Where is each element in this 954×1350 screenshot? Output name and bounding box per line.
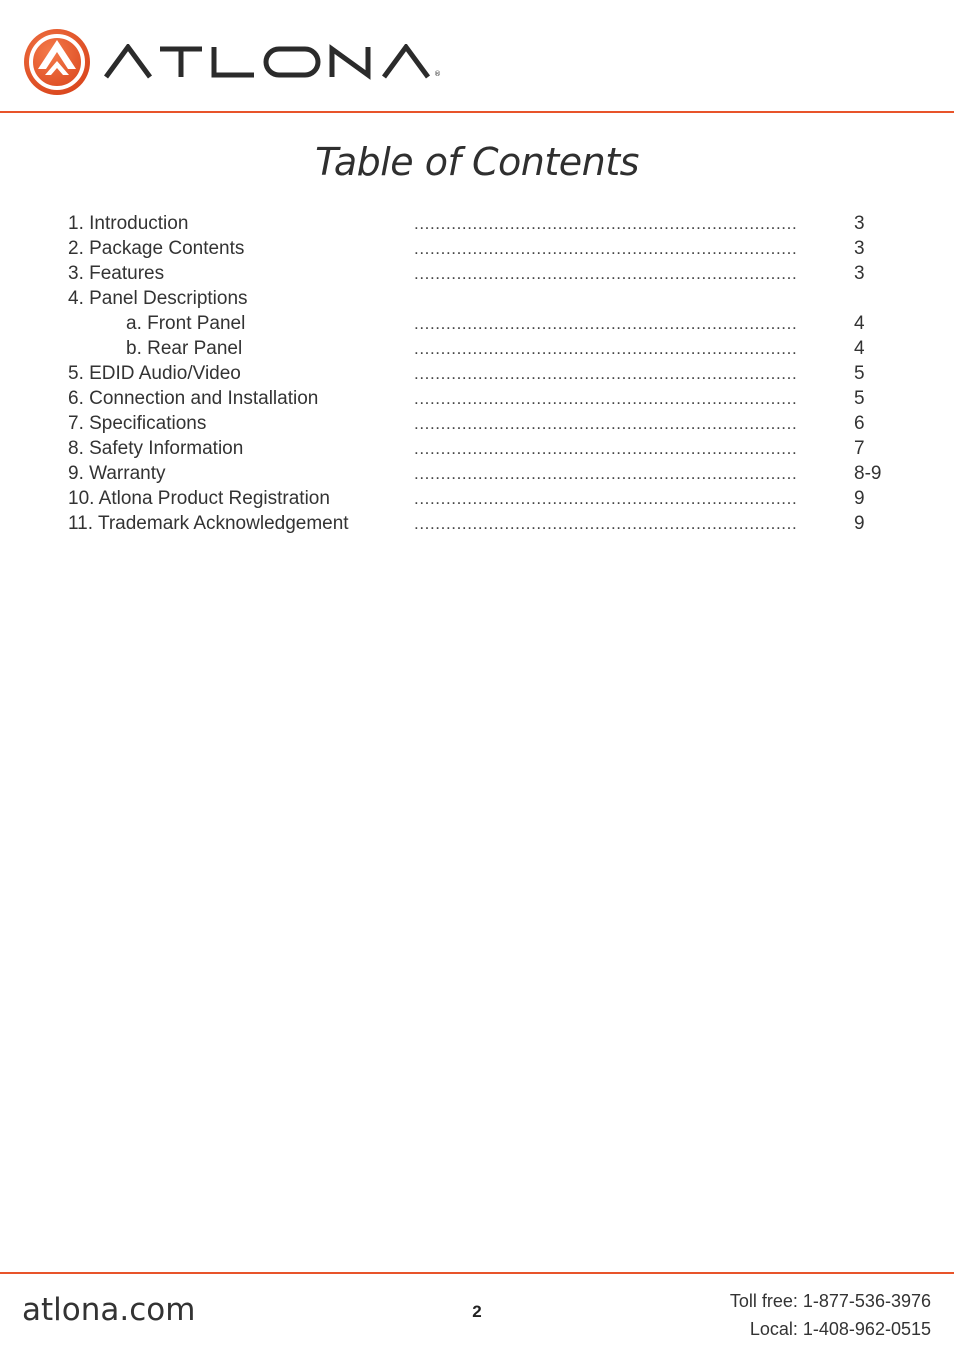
toc-entry-label: 7. Specifications — [68, 413, 207, 434]
toc-dot-leader: ........................................................................ — [414, 389, 798, 408]
toc-entry — [68, 336, 908, 361]
toc-dot-leader: ........................................................................ — [414, 239, 798, 258]
toc-entry-label: a. Front Panel — [126, 313, 246, 334]
footer-contact — [730, 1287, 931, 1343]
atlona-wordmark — [104, 44, 444, 80]
toc-dot-leader: ........................................................................ — [414, 339, 798, 358]
page-number: 2 — [472, 1302, 482, 1321]
toc-dot-leader: ........................................................................ — [414, 314, 798, 333]
toc-dot-leader: ........................................................................ — [414, 264, 798, 283]
toc-entry-page: 8-9 — [854, 463, 882, 484]
toc-entry-label: 9. Warranty — [68, 463, 166, 484]
toc-entry-page: 4 — [854, 338, 865, 359]
toc-entry-label: 6. Connection and Installation — [68, 388, 319, 409]
toc-entry-label: 2. Package Contents — [68, 238, 245, 259]
toc-entry — [68, 461, 908, 486]
toc-entry-label: 3. Features — [68, 263, 165, 284]
toc-entry — [68, 436, 908, 461]
toc-entry-label: 8. Safety Information — [68, 438, 244, 459]
toc-entry-page: 5 — [854, 388, 865, 409]
toc-entry-page: 7 — [854, 438, 865, 459]
toc-entry — [68, 236, 908, 261]
toc-entry-label: 1. Introduction — [68, 213, 189, 234]
toc-entry — [68, 411, 908, 436]
toc-entry — [68, 486, 908, 511]
toc-entry — [68, 361, 908, 386]
header-divider — [0, 111, 954, 113]
toc-dot-leader: ........................................................................ — [414, 439, 798, 458]
toc-entry-label: 4. Panel Descriptions — [68, 288, 248, 309]
toc-dot-leader: ........................................................................ — [414, 364, 798, 383]
toc-entry — [68, 311, 908, 336]
toc-entry-page: 3 — [854, 263, 865, 284]
toc-entry-page: 3 — [854, 213, 865, 234]
page-header — [0, 0, 954, 114]
toc-dot-leader: ........................................................................ — [414, 489, 798, 508]
toc-entry-page: 9 — [854, 513, 865, 534]
registered-mark: ® — [434, 70, 441, 78]
page-title: Table of Contents — [315, 140, 639, 184]
toc-entry-page: 9 — [854, 488, 865, 509]
toll-free-number: Toll free: 1-877-536-3976 — [729, 1291, 931, 1311]
toc-dot-leader: ........................................................................ — [414, 514, 798, 533]
toc-entry — [68, 511, 908, 536]
toc-dot-leader: ........................................................................ — [414, 414, 798, 433]
atlona-logo-icon — [22, 27, 92, 97]
toc-entry — [68, 286, 908, 311]
toc-entry-page: 3 — [854, 238, 865, 259]
toc-entry — [68, 211, 908, 236]
toc-dot-leader: ........................................................................ — [414, 464, 798, 483]
toc-entry-label: b. Rear Panel — [126, 338, 243, 359]
toc-entry-page: 6 — [854, 413, 865, 434]
toc-entry — [68, 261, 908, 286]
footer-divider — [0, 1272, 954, 1274]
local-number: Local: 1-408-962-0515 — [749, 1319, 931, 1339]
footer-website: atlona.com — [22, 1292, 196, 1328]
toc-entry — [68, 386, 908, 411]
toc-entry-page: 4 — [854, 313, 865, 334]
table-of-contents — [68, 211, 908, 536]
toc-dot-leader: ........................................................................ — [414, 214, 798, 233]
toc-entry-page: 5 — [854, 363, 865, 384]
toc-entry-label: 5. EDID Audio/Video — [68, 363, 241, 384]
toc-entry-label: 10. Atlona Product Registration — [68, 488, 330, 509]
toc-entry-label: 11. Trademark Acknowledgement — [68, 513, 349, 534]
